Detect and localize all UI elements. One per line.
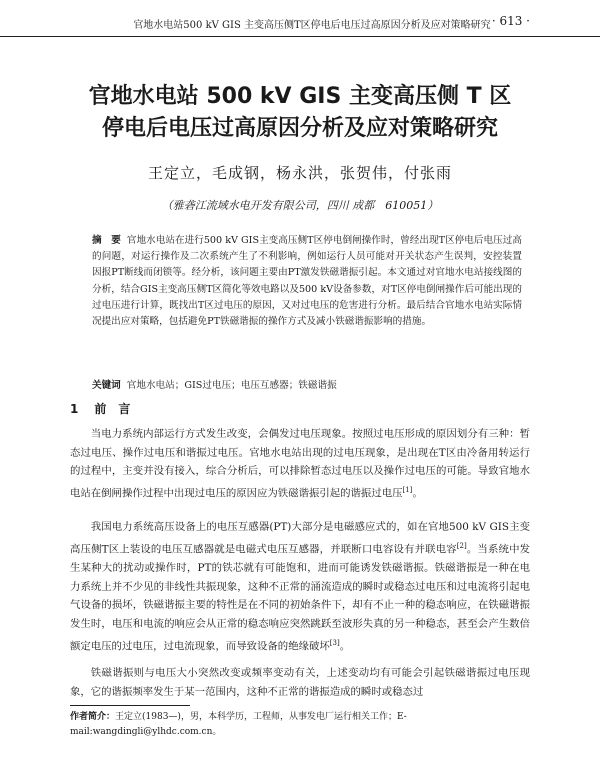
- paragraph-1-text: 当电力系统内部运行方式发生改变，会偶发过电压现象。按照过电压形成的原因划分有三种：暂态过电压、操作过电压和谐振过电压。官地水电站出现的过电压现象，是出现在T区由冷备用转运行的过程中，主变并没有接入，综合分析后，可以排除暂态过电压以及操作过电压的可能。导致官地水电站在倒闸操作过程中出现过电压的原因应为铁磁谐振引起的谐振过电压: [70, 428, 530, 500]
- abstract-label: 摘 要: [92, 235, 121, 246]
- page-number: · 613 ·: [491, 14, 530, 28]
- keywords-text: 官地水电站；GIS过电压；电压互感器；铁磁谐振: [126, 380, 337, 391]
- citation-2: [2]: [456, 541, 467, 550]
- footnote-text: 王定立(1983—)，男，本科学历，工程师，从事发电厂运行相关工作；E-mail:wangdingli@ylhdc.com.cn。: [70, 712, 407, 737]
- body-paragraph-2: 我国电力系统高压设备上的电压互感器(PT)大部分是电磁感应式的，如在官地500 kV GIS主变高压侧T区上装设的电压互感器就是电磁式电压互感器，并联断口电容设有并联电容[2]。当系统中发生某种大的扰动或操作时，PT的铁芯就有可能饱和，进而可能诱发铁磁谐振。铁磁谐振是一种在电力系统上并不少见的非线性共振现象，这种不正常的涌流造成的瞬时或稳态过电压和过电流将引起电气设备的损坏，铁磁谐振主要的特性是在不同的初始条件下，却有不止一种的稳态响应，在铁磁谐振发生时，电压和电流的响应会从正常的稳态响应突然跳跃至波形失真的另一种稳态，甚至会产生数倍额定电压的过电压，过电流现象，而导致设备的绝缘破坏[3]。: [70, 521, 531, 653]
- citation-3: [3]: [329, 638, 340, 647]
- body-paragraph-3: [70, 664, 530, 701]
- footnote-label: 作者简介：: [70, 712, 116, 722]
- abstract-text: 官地水电站在进行500 kV GIS主变高压侧T区停电倒闸操作时，曾经出现T区停电后电压过高的问题，对运行操作及二次系统产生了不利影响，例如运行人员可能对开关状态产生误判，安控装置因报PT断线而闭锁等。经分析，该问题主要由PT激发铁磁谐振引起。本文通过对官地水电站接线图的分析，结合GIS主变高压侧T区简化等效电路以及500 kV设备参数，对T区停电倒闸操作后可能出现的过电压进行计算，既找出T区过电压的原因，又对过电压的危害进行分析。最后结合官地水电站实际情况提出应对策略，包括避免PT铁磁谐振的操作方式及减小铁磁谐振影响的措施。: [92, 235, 522, 328]
- affiliation: （雅砻江流域水电开发有限公司，四川 成都 610051）: [161, 199, 439, 212]
- abstract: [92, 233, 522, 330]
- keywords: [92, 378, 522, 394]
- section-number: 1: [70, 402, 79, 416]
- section-heading: [70, 400, 130, 417]
- citation-1: [1]: [402, 486, 413, 495]
- section-title: 前 言: [94, 402, 131, 416]
- running-header: [0, 0, 600, 37]
- footnote-divider: [70, 705, 190, 706]
- running-title: 官地水电站500 kV GIS 主变高压侧T区停电后电压过高原因分析及应对策略研究: [133, 20, 491, 31]
- paper-title-line2: 停电后电压过高原因分析及应对策略研究: [101, 116, 498, 141]
- author-footnote: [70, 710, 530, 740]
- author-list: 王定立，毛成钢，杨永洪，张贺伟，付张雨: [147, 164, 452, 182]
- body-paragraph-1: 当电力系统内部运行方式发生改变，会偶发过电压现象。按照过电压形成的原因划分有三种：暂态过电压、操作过电压和谐振过电压。官地水电站出现的过电压现象，是出现在T区由冷备用转运行的过程中，主变并没有接入，综合分析后，可以排除暂态过电压以及操作过电压的可能。导致官地水电站在倒闸操作过程中出现过电压的原因应为铁磁谐振引起的谐振过电压[1]。: [70, 428, 530, 500]
- paragraph-2-text-a: 我国电力系统高压设备上的电压互感器(PT)大部分是电磁感应式的，如在官地500 kV GIS主变高压侧T区上装设的电压互感器就是电磁式电压互感器，并联断口电容设有并联电容: [70, 521, 530, 556]
- paragraph-2-text-b: 。当系统中发生某种大的扰动或操作时，PT的铁芯就有可能饱和，进而可能诱发铁磁谐振。铁磁谐振是一种在电力系统上并不少见的非线性共振现象，这种不正常的涌流造成的瞬时或稳态过电压和过电流将引起电气设备的损坏，铁磁谐振主要的特性是在不同的初始条件下，却有不止一种的稳态响应，在铁磁谐振发生时，电压和电流的响应会从正常的稳态响应突然跳跃至波形失真的另一种稳态，甚至会产生数倍额定电压的过电压，过电流现象，而导致设备的绝缘破坏: [70, 543, 531, 653]
- paragraph-3-text: 铁磁谐振则与电压大小突然改变或频率变动有关，上述变动均有可能会引起铁磁谐振过电压现象，它的谐振频率发生于某一范围内，这种不正常的谐振造成的瞬时或稳态过: [70, 667, 530, 698]
- keywords-label: 关键词: [92, 380, 121, 391]
- paper-title-line1: 官地水电站 500 kV GIS 主变高压侧 T 区: [88, 84, 512, 109]
